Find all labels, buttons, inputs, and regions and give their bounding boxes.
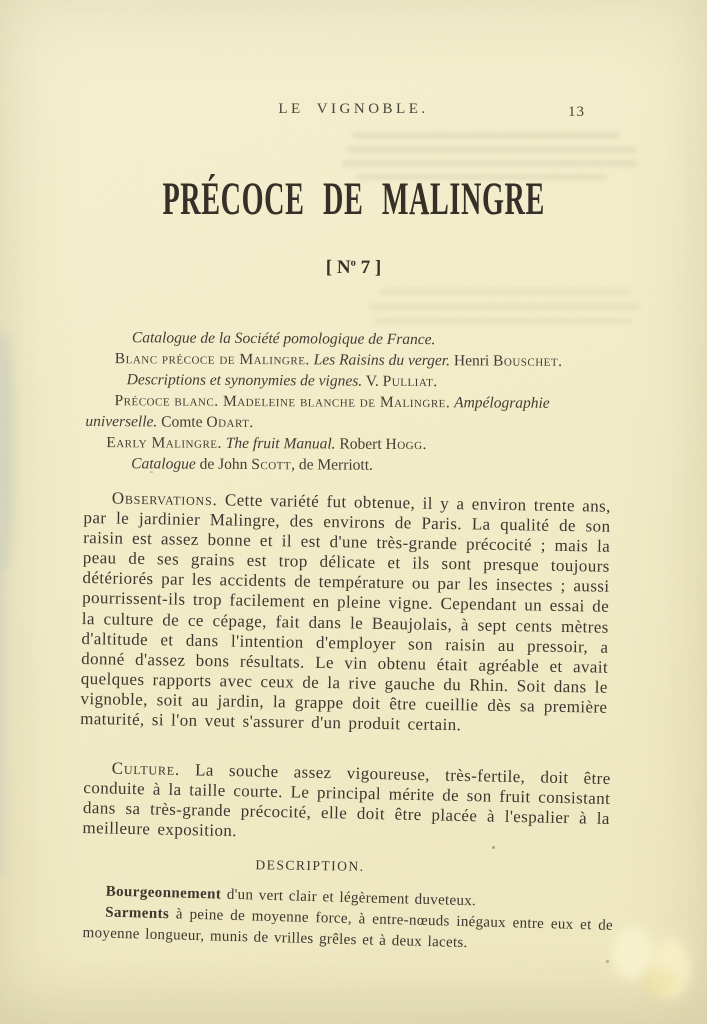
entry-title [0, 173, 707, 225]
page-edge-shadow [0, 545, 5, 875]
paper-speck [492, 846, 495, 849]
showthrough-line [352, 132, 620, 139]
description-heading: DESCRIPTION. [255, 857, 365, 874]
observations-lead: Observations. [111, 488, 218, 510]
description-term: Sarments [104, 904, 170, 923]
synonymy-line: Blanc précoce de Malingre. Les Raisins du verger. Henri Bouschet. [114, 350, 563, 370]
synonymy-line: Précoce blanc. Madeleine blanche de Malingre. Ampélographie universelle. Comte Odart. [85, 392, 550, 432]
synonymy-list [85, 327, 620, 477]
observations-paragraph: Observations. Cette variété fut obtenue, il y a environ trente ans, par le jardinier Malingre, des environs de Paris. La qualité de son raisin est assez bonne et il est d'une très-grande précocité ; mais la peau de ses grains est trop délicate et ils sont presque toujours détériorés par les accidents de température ou par les insectes ; aussi pourrissent-ils trop facilement en pleine vigne. Cependant un essai de la culture de ce cépage, fait dans le Beaujolais, à sept cents mètres d'altitude et dans l'intention d'employer son raisin au pressoir, a donné d'assez bons résultats. Le vin obtenu était agréable et avait quelques rapports avec ceux de la rive gauche du Rhin. Soit dans le vignoble, soit au jardin, la grappe doit être cueillie dès sa première maturité, si l'on veut s'assurer d'un produit certain. [80, 488, 611, 735]
entry-number-label [0, 255, 707, 281]
description-term: Bourgeonnement [105, 883, 222, 903]
running-title: LE VIGNOBLE. [278, 101, 429, 117]
showthrough-line [374, 318, 632, 324]
synonymy-line: Catalogue de la Société pomologique de France. [131, 329, 436, 349]
showthrough-line [380, 288, 630, 295]
entry-title-text: PRÉCOCE DE MALINGRE [162, 173, 545, 225]
culture-lead: Culture. [111, 758, 181, 780]
description-item-bourgeonnement: Bourgeonnement d'un vert clair et légèrement duveteux. [105, 883, 477, 910]
showthrough-line [342, 160, 638, 167]
entry-number-prefix: [ N [325, 256, 351, 278]
page-edge-shadow [0, 330, 14, 570]
culture-paragraph: Culture. La souche assez vigoureuse, très-fertile, doit être conduite à la taille courte. Le principal mérite de son fruit consistant dans sa très-grande précocité, elle doit être placée à l'espalier à la meilleure exposition. [82, 758, 611, 841]
synonymy-line: Descriptions et synonymies de vignes. V. Pulliat. [126, 371, 438, 391]
paper-speck [606, 960, 609, 963]
description-item-sarments: Sarments à peine de moyenne force, à entre-nœuds inégaux entre eux et de moyenne longueur, munis de vrilles grêles et à deux lacets. [82, 904, 614, 952]
paper-stain [642, 968, 678, 998]
showthrough-line [346, 146, 636, 153]
synonymy-line: Catalogue de John Scott, de Merriott. [131, 455, 373, 474]
showthrough-line [368, 303, 640, 310]
paper-speck [150, 471, 153, 473]
page-number: 13 [568, 104, 585, 120]
entry-number-suffix: 7 ] [355, 257, 382, 279]
synonymy-line: Early Malingre. The fruit Manual. Robert Hogg. [106, 434, 427, 454]
description-list [82, 881, 613, 958]
entry-number-ordinal: o [350, 257, 356, 269]
